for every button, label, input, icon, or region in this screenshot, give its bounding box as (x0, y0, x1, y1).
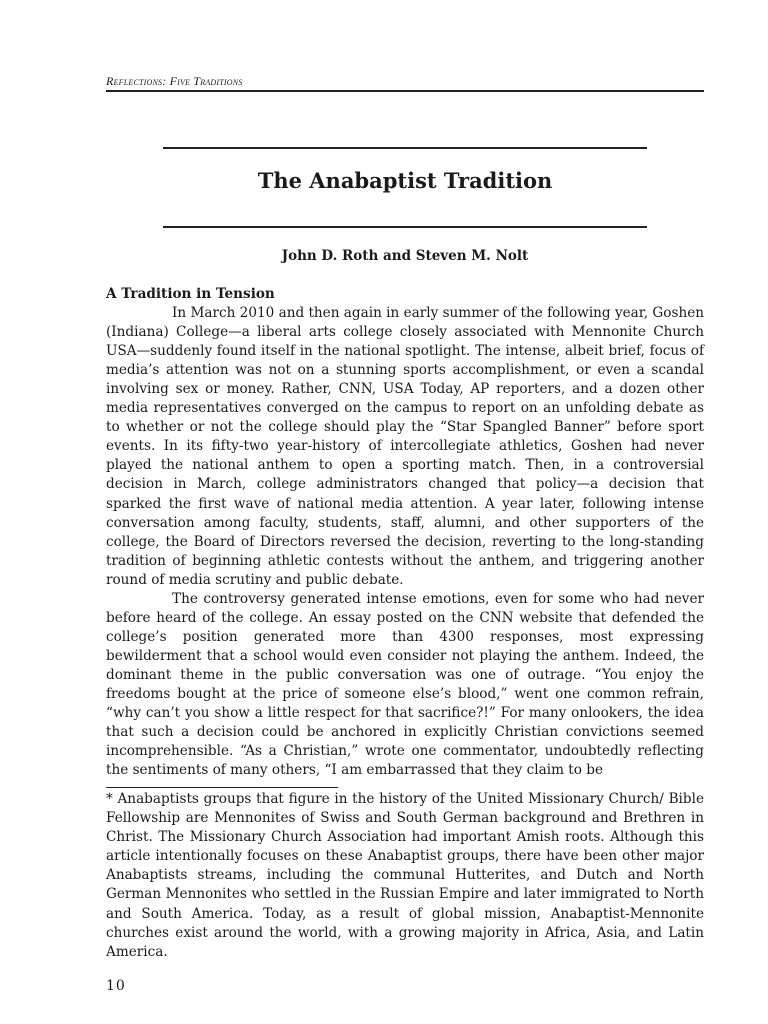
footnote-divider (106, 787, 338, 788)
footnote: * Anabaptists groups that figure in the history of the United Missionary Church/ Bible Fellowship are Mennonites of Swiss and South German background and Brethren in Christ. The Missionary Church Association had important Amish roots. Although this article intentionally focuses on these Anabaptist groups, there have been other major Anabaptists streams, including the communal Hutterites, and Dutch and North German Mennonites who settled in the Russian Empire and later immigrated to North and South America. Today, as a result of global mission, Anabaptist-Mennonite churches exist around the world, with a growing majority in Africa, Asia, and Latin America. (106, 791, 704, 960)
page-title: The Anabaptist Tradition (257, 168, 553, 193)
page-number: 10 (106, 978, 126, 994)
body-paragraph: In March 2010 and then again in early summer of the following year, Goshen (Indiana) College—a liberal arts college closely associated with Mennonite Church USA—suddenly found itself in the national spotlight. The intense, albeit brief, focus of media’s attention was not on a stunning sports accomplishment, or even a scandal involving sex or money. Rather, CNN, USA Today, AP reporters, and a dozen other media representatives converged on the campus to report on an unfolding debate as to whether or not the college should play the “Star Spangled Banner” before sport events. In its fifty-two year-history of intercollegiate athletics, Goshen had never played the national anthem to open a sporting match. Then, in a controversial decision in March, college administrators changed that policy—a decision that sparked the first wave of national media attention. A year later, following intense conversation among faculty, students, staff, alumni, and other supporters of the college, the Board of Directors reversed the decision, reverting to the long-standing tradition of beginning athletic contests without the anthem, and triggering another round of media scrutiny and public debate. (106, 305, 704, 588)
section-heading: A Tradition in Tension (106, 286, 275, 302)
title-rule-top (163, 147, 647, 149)
title-rule-bottom (163, 226, 647, 228)
article-body (106, 285, 704, 780)
body-paragraph: The controversy generated intense emotions, even for some who had never before heard of the college. An essay posted on the CNN website that defended the college’s position generated more than 4300 responses, most expressing bewilderment that a school would even consider not playing the anthem. Indeed, the dominant theme in the public conversation was one of outrage. “You enjoy the freedoms bought at the price of someone else’s blood,” went one common refrain, “why can’t you show a little respect for that sacrifice?!” For many onlookers, the idea that such a decision could be anchored in explicitly Christian convictions seemed incomprehensible. “As a Christian,” wrote one commentator, undoubtedly reflecting the sentiments of many others, “I am embarrassed that they claim to be (106, 590, 704, 779)
running-header: Reflections: Five Traditions (106, 74, 704, 92)
authors-byline: John D. Roth and Steven M. Nolt (281, 248, 529, 264)
